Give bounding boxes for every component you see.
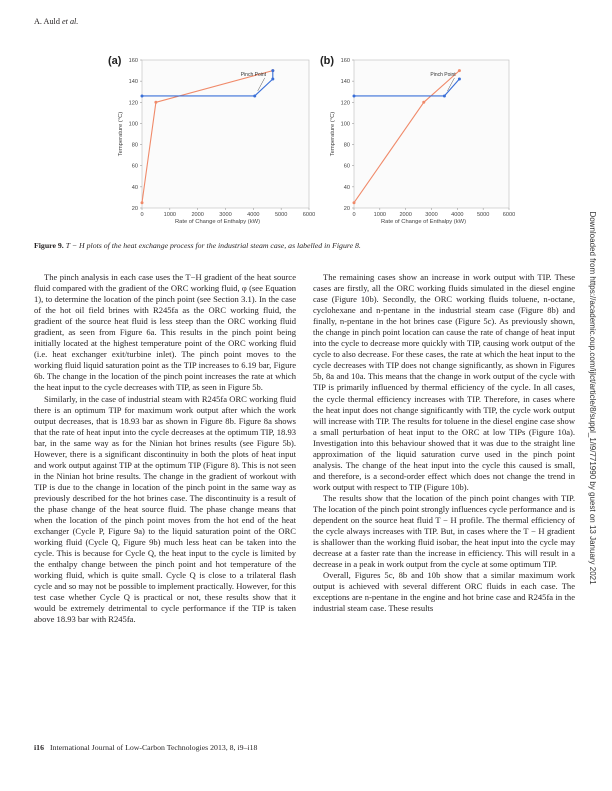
orc-point [141, 94, 144, 97]
x-tick-label: 6000 [502, 212, 516, 218]
y-tick-label: 60 [131, 163, 138, 170]
y-tick-label: 40 [131, 184, 138, 191]
y-tick-label: 140 [128, 79, 138, 86]
y-axis-title: Temperature (°C) [330, 111, 336, 157]
x-tick-label: 1000 [163, 212, 177, 218]
chart-panel-a [108, 55, 315, 225]
x-tick-label: 5000 [274, 212, 288, 218]
y-tick-label: 80 [131, 142, 138, 149]
y-axis-title: Temperature (°C) [118, 111, 124, 157]
heat-source-point [422, 101, 425, 104]
body-column-right [313, 272, 575, 614]
y-tick-label: 100 [340, 121, 350, 128]
heat-source-point [154, 101, 157, 104]
plot-area [354, 60, 509, 208]
y-tick-label: 60 [343, 163, 350, 170]
body-column-left [34, 272, 296, 626]
plot-area [142, 60, 309, 208]
journal-citation: International Journal of Low-Carbon Technologies 2013, 8, i9–i18 [49, 743, 258, 752]
heat-source-point [458, 69, 461, 72]
y-tick-label: 160 [128, 58, 138, 64]
x-tick-label: 4000 [451, 212, 464, 218]
panel-label: (b) [320, 55, 335, 67]
x-axis-title: Rate of Change of Enthalpy (kW) [174, 219, 261, 225]
y-tick-label: 20 [131, 206, 138, 212]
paragraph: The pinch analysis in each case uses the T−H gradient of the heat source fluid compared with the gradient of the ORC working fluid, φ (see Equation 1), to determine the location of the pinch point (see Section 3.1). In the case of the hot oil field brines with R245fa as the ORC working fluid, the gradient of the source heat fluid is less steep than the ORC working fluid gradient, as seen from Figure 6a. This results in the pinch point being initially located at the highest temperature point of the ORC working fluid (i.e. heat exchanger exit/turbine inlet). The pinch point moves to the working fluid liquid saturation point as the TIP increases to 6.19 bar, Figure 6b. The change in the location of the pinch point increases the rate at which the heat input to the cycle decreases with TIP, as seen in Figure 5b. [34, 272, 296, 393]
x-tick-label: 3000 [219, 212, 232, 218]
x-tick-label: 2000 [399, 212, 412, 218]
x-tick-label: 1000 [373, 212, 387, 218]
heat-source-point [353, 201, 356, 204]
pinch-point-label: Pinch Point [240, 71, 267, 78]
orc-point [253, 94, 256, 97]
pinch-point-label: Pinch Point [430, 71, 456, 78]
figure-9 [104, 50, 516, 236]
y-tick-label: 120 [128, 100, 138, 107]
x-tick-label: 5000 [476, 212, 490, 218]
orc-point [458, 78, 461, 81]
orc-point [271, 69, 274, 72]
x-tick-label: 3000 [425, 212, 438, 218]
chart-panel-b [320, 55, 515, 225]
figure-caption: Figure 9. T − H plots of the heat exchange process for the industrial steam case, as labelled in Figure 8. [34, 241, 361, 250]
x-axis-title: Rate of Change of Enthalpy (kW) [380, 219, 467, 225]
x-tick-label: 4000 [247, 212, 260, 218]
panel-label: (a) [108, 55, 122, 67]
x-tick-label: 0 [140, 212, 144, 218]
y-tick-label: 40 [343, 184, 350, 191]
y-tick-label: 80 [343, 142, 350, 149]
orc-point [271, 78, 274, 81]
page-footer [34, 743, 257, 752]
running-head: A. Auld et al. [34, 17, 79, 26]
paragraph: The results show that the location of the pinch point changes with TIP. The location of the pinch point strongly influences cycle performance and is dependent on the source heat fluid T − H profile. The thermal efficiency of the cycle always increases with TIP. But, in cases where the T − H gradient is shallower than the working fluid isobar, the heat input into the cycle may decrease at a faster rate than the increase in efficiency. This will result in a decrease in a peak in work output from the cycle at some optimum TIP. [313, 492, 575, 570]
y-tick-label: 100 [128, 121, 138, 128]
orc-point [443, 94, 446, 97]
y-tick-label: 120 [340, 100, 350, 107]
x-tick-label: 6000 [302, 212, 316, 218]
download-watermark: Downloaded from https://academic.oup.com/ijlct/article/8/suppl_1/i9/771990 by guest on 13 January 2021 [588, 211, 597, 585]
heat-source-point [141, 201, 144, 204]
y-tick-label: 20 [343, 206, 350, 212]
paragraph: The remaining cases show an increase in work output with TIP. These cases are firstly, all the ORC working fluids simulated in the diesel engine case (Figure 10b). Secondly, the ORC working fluids toluene, n-octane, cyclohexane and n-pentane in the industrial steam case (Figure 8b) and finally, n-pentane in the hot brines case (Figure 5c). As previously shown, the change in pinch point location can cause the rate of change of heat input into the cycle to decrease more quickly with TIP, causing work output of the cycle to also decrease. For these cases, the rate at which the heat input to the cycle decreases with TIP does not change significantly, as shown in Figures 5b, 8a and 10a. This means that the change in work output of the cycle with TIP is primarily influenced by thermal efficiency of the cycle. In all cases, the cycle thermal efficiency increases with TIP. Therefore, in cases where the heat input does not change significantly with TIP, the cycle work output will increase with TIP. The results for toluene in the diesel engine case show a small perturbation of heat input to the ORC at low TIPs (Figure 10a). Investigation into this behaviour showed that it was due to the straight line approximation of the liquid saturation curve used in the pinch point analysis. The change of the heat input into the cycle this caused is small, and therefore, is a second-order effect which does not change the trend in work output with respect to TIP (Figure 10b). [313, 272, 575, 492]
page-number: i16 [34, 743, 44, 752]
orc-point [353, 94, 356, 97]
y-tick-label: 140 [340, 79, 350, 86]
x-tick-label: 2000 [191, 212, 204, 218]
paragraph: Overall, Figures 5c, 8b and 10b show that a similar maximum work output is achieved with several different ORC fluids in each case. The exceptions are n-pentane in the engine and hot brine case and R245fa in the industrial steam case. These results [313, 570, 575, 614]
y-tick-label: 160 [340, 58, 350, 64]
paragraph: Similarly, in the case of industrial steam with R245fa ORC working fluid there is an optimum TIP for maximum work output after which the work output decreases, that is 18.93 bar as shown in Figure 8b. Figure 8a shows that the rate of heat input into the cycle decreases at the optimum TIP, 18.93 bar, in the same way as for the Ninian hot brines results (see Figure 5b). However, there is a significant discontinuity in both the plots of heat input and work output against TIP at the optimum TIP (Figure 8). This is not seen in the Ninian hot brine results. The change in the gradient of workout with TIP is due to the change in location of the pinch point in the same way as previously described for the hot brines case. The discontinuity is a result of the phase change of the heat source fluid. The phase change means that when the location of the pinch point moves from the hot end of the heat exchanger (Cycle P, Figure 9a) to the liquid saturation point of the ORC working fluid (Cycle Q, Figure 9b) much less heat can be taken into the cycle. This is because for Cycle Q, the heat input to the cycle is limited by the enthalpy change between the pinch point and hot temperature of the working fluid, which is quite small. Cycle Q is close to a trilateral flash cycle and so may not be possible to implement practically. However, for this test case whether Cycle Q is practical or not, these results show that it would be extremely detrimental to cycle performance if the TIP is taken above 18.93 bar with R245fa. [34, 393, 296, 625]
x-tick-label: 0 [352, 212, 356, 218]
